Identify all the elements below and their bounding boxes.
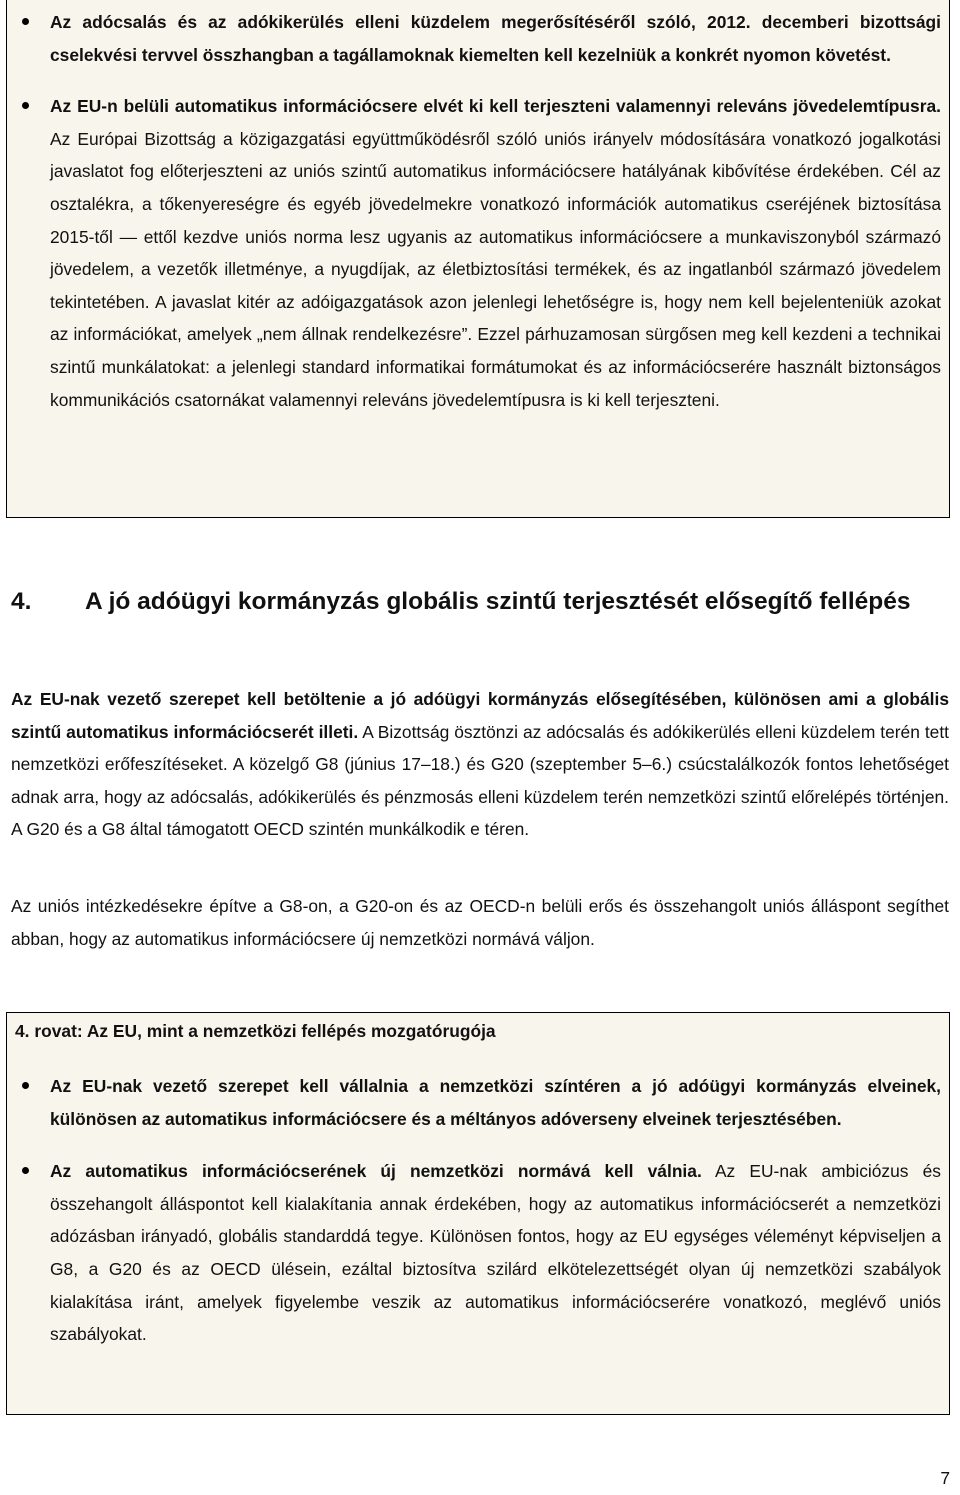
paragraph-body: A Bizottság ösztönzi az adócsalás és adókikerülés elleni küzdelem terén tett nemzetközi erőfeszítéseket. A közelgő G8 (június 17–18.) és G20 (szeptember 5–6.) csúcstalálkozók fontos lehetőséget adnak arra, hogy az adócsalás, adókikerülés és pénzmosás elleni küzdelem terén nemzetközi szintű előrelépés történjen. A G20 és a G8 által támogatott OECD szintén munkálkodik e téren. (11, 721, 949, 840)
bullet-bold-text: Az EU-n belüli automatikus információcsere elvét ki kell terjeszteni valamennyi releváns jövedelemtípusra. (50, 96, 941, 117)
section-title: A jó adóügyi kormányzás globális szintű terjesztését elősegítő fellépés (85, 588, 911, 615)
bullet-body-text: Az EU-nak ambiciózus és összehangolt álláspontot kell kialakítania annak érdekében, hogy az automatikus információcserét a nemzetközi adózásban irányadó, globális standarddá tegye. Különösen fontos, hogy az EU egységes véleményt képviseljen a G8, a G20 és az OECD ülésein, ezáltal biztosítva szilárd elkötelezettségét olyan új nemzetközi szabályok kialakítása iránt, amelyek figyelembe veszik az automatikus információcserére vonatkozó, meglévő uniós szabályokat. (50, 1161, 941, 1345)
bullet-item (7, 90, 949, 416)
bullet-item (7, 6, 949, 71)
bullet-list (7, 0, 949, 416)
bullet-item (7, 1155, 949, 1351)
highlight-box-actions (6, 0, 950, 518)
paragraph: Az uniós intézkedésekre építve a G8-on, a G20-on és az OECD-n belüli erős és összehangolt uniós álláspont segíthet abban, hogy az automatikus információcsere új nemzetközi normává váljon. (11, 896, 949, 949)
highlight-box-international (6, 1012, 950, 1415)
page-number: 7 (940, 1468, 950, 1488)
section-number: 4. (11, 588, 32, 615)
bullet-list (7, 1053, 949, 1351)
paragraph (11, 683, 949, 846)
box-title: 4. rovat: Az EU, mint a nemzetközi fellépés mozgatórugója (15, 1021, 496, 1041)
section-heading (11, 588, 951, 616)
paragraph-bold-lead: Az EU-nak vezető szerepet kell betöltenie a jó adóügyi kormányzás elősegítésében, különösen ami a globális szintű automatikus információcserét illeti. (11, 689, 949, 742)
bullet-bold-text: Az EU-nak vezető szerepet kell vállalnia a nemzetközi színtéren a jó adóügyi kormányzás elveinek, különösen az automatikus információcsere és a méltányos adóverseny elveinek terjesztésében. (50, 1076, 941, 1129)
bullet-item (7, 1070, 949, 1135)
bullet-bold-text: Az automatikus információcserének új nemzetközi normává kell válnia. (50, 1161, 702, 1182)
bullet-bold-text: Az adócsalás és az adókikerülés elleni küzdelem megerősítéséről szóló, 2012. decemberi bizottsági cselekvési tervvel összhangban a tagállamoknak kiemelten kell kezelniük a konkrét nyomon követést. (50, 12, 941, 65)
bullet-body-text: Az Európai Bizottság a közigazgatási együttműködésről szóló uniós irányelv módosítására vonatkozó jogalkotási javaslatot fog előterjeszteni az uniós szintű automatikus információcsere hatályának kibővítése érdekében. Cél az osztalékra, a tőkenyereségre és egyéb jövedelmekre vonatkozó információk automatikus cseréjének biztosítása 2015-től ― ettől kezdve uniós norma lesz ugyanis az automatikus információcsere a munkaviszonyból származó jövedelem, a vezetők illetménye, a nyugdíjak, az életbiztosítási termékek, és az ingatlanból származó jövedelem tekintetében. A javaslat kitér az adóigazgatások azon jelenlegi lehetőségre is, hogy nem kell bejelenteniük azokat az információkat, amelyek „nem állnak rendelkezésre”. Ezzel párhuzamosan sürgősen meg kell kezdeni a technikai szintű munkálatokat: a jelenlegi standard informatikai formátumokat és az információcserére használt biztonságos kommunikációs csatornákat valamennyi releváns jövedelemtípusra is ki kell terjeszteni. (50, 128, 941, 410)
